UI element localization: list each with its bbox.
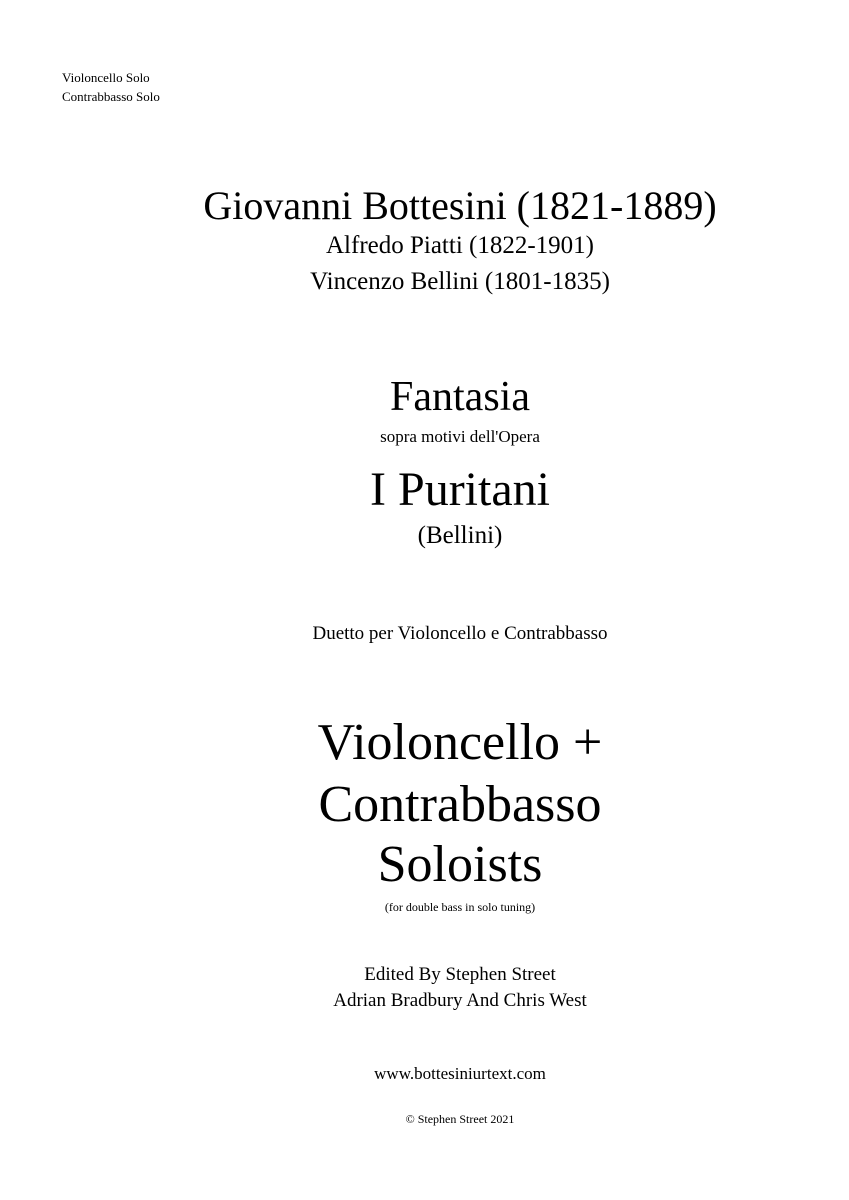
instrument-header-line-2: Contrabbasso Solo — [62, 89, 160, 104]
instrument-header — [62, 68, 160, 106]
instrument-header-line-1: Violoncello Solo — [62, 70, 150, 85]
score-title-page: Violoncello Solo Contrabbasso Solo Giovanni Bottesini (1821-1889) Alfredo Piatti (1822-1901) Vincenzo Bellini (1801-1835) Fantasia sopra motivi dell'Opera I Puritani (Bellini) Duetto per Violoncello e Contrabbasso Violoncello + Contrabbasso Soloists (for double bass in solo tuning) Edited By Stephen Street Adrian Bradbury And Chris West www.bottesiniurtext.com © Stephen Street 2021 — [0, 0, 849, 1200]
